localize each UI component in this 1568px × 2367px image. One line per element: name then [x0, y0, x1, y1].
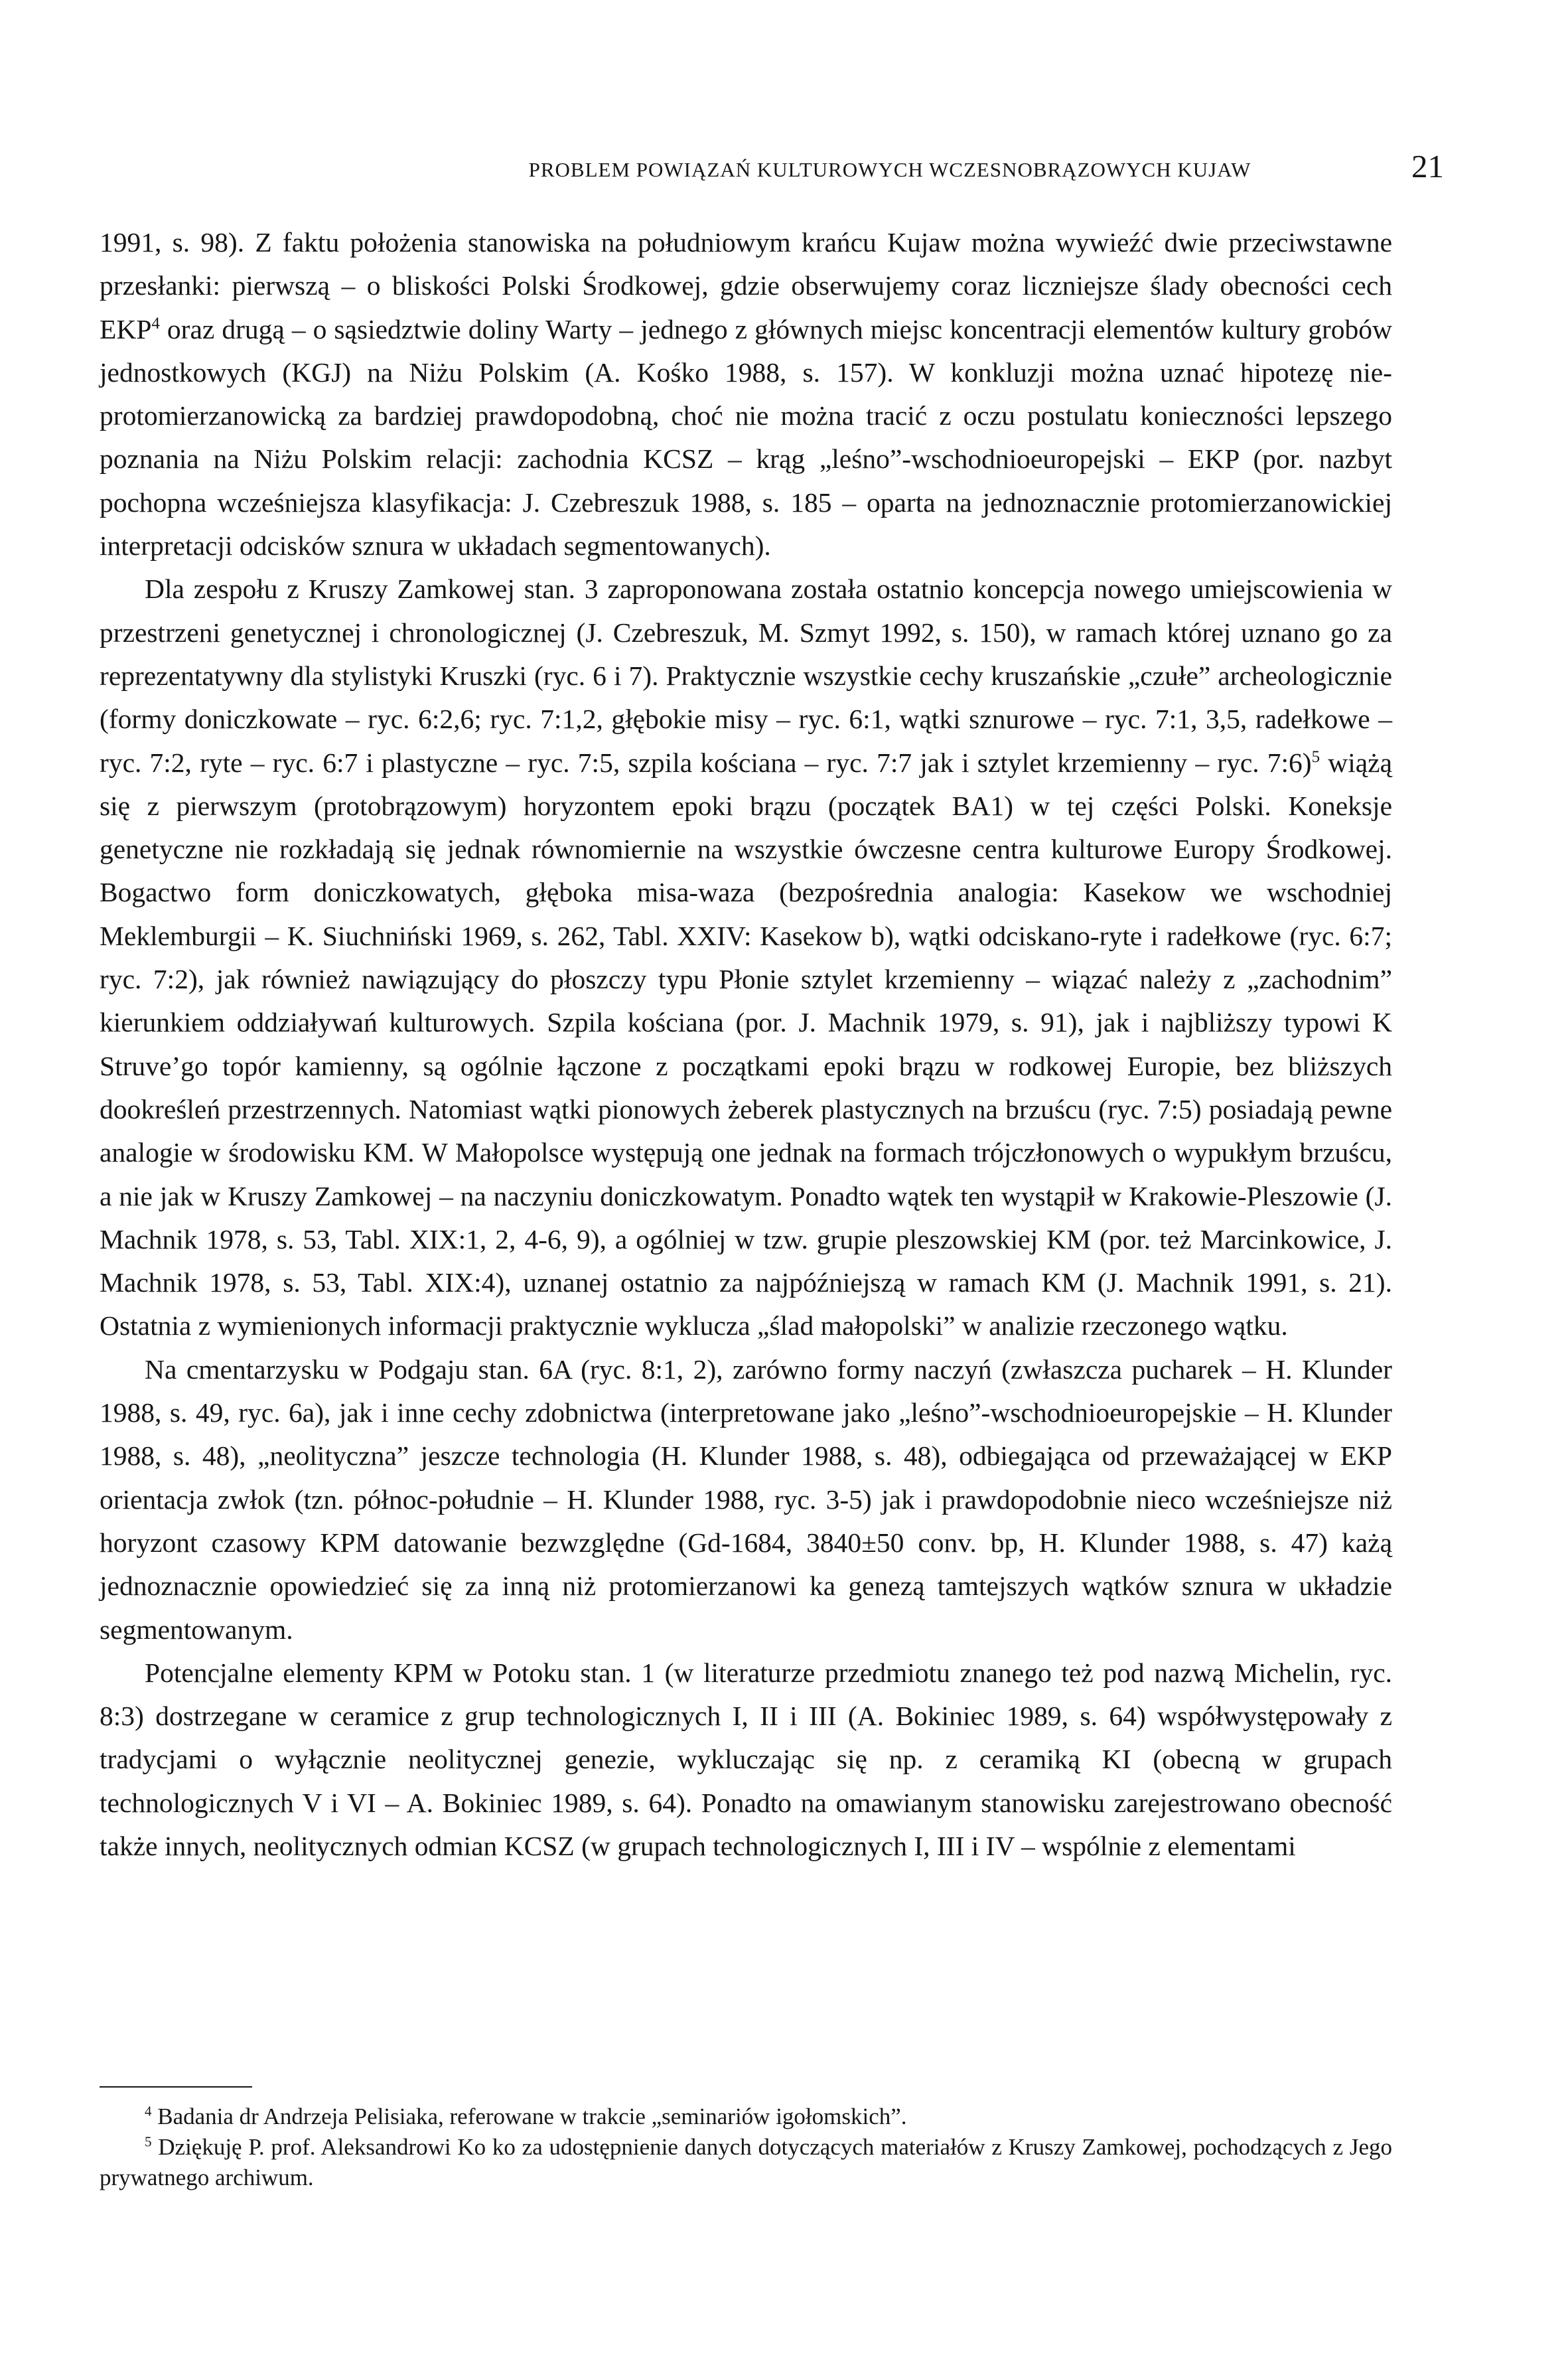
footnote-mark-5: 5 — [145, 2133, 152, 2150]
footnote-5 — [100, 2132, 1392, 2193]
footnote-mark-4: 4 — [145, 2103, 152, 2119]
paragraph-2-part-b: wiążą się z pierwszym (protobrązowym) horyzontem epoki brązu (początek BA1) w tej części Polski. Koneksje genetyczne nie rozkładają się jednak równomiernie na wszystkie ówczesne centra kulturowe Europy Środkowej. Bogactwo form doniczkowatych, głęboka misa-waza (bezpośrednia analogia: Kasekow we wschodniej Meklemburgii – K. Siuchniński 1969, s. 262, Tabl. XXIV: Kasekow b), wątki odciskano-ryte i radełkowe (ryc. 6:7; ryc. 7:2), jak również nawiązujący do płoszczy typu Płonie sztylet krzemienny – wiązać należy z „zachodnim” kierunkiem oddziaływań kulturowych. Szpila kościana (por. J. Machnik 1979, s. 91), jak i najbliższy typowi K Struve’go topór kamienny, są ogólnie łączone z początkami epoki brązu w rodkowej Europie, bez bliższych dookreśleń przestrzennych. Natomiast wątki pionowych żeberek plastycznych na brzuścu (ryc. 7:5) posiadają pewne analogie w środowisku KM. W Małopolsce występują one jednak na formach trójczłonowych o wypukłym brzuścu, a nie jak w Kruszy Zamkowej – na naczyniu doniczkowatym. Ponadto wątek ten wystąpił w Krakowie-Pleszowie (J. Machnik 1978, s. 53, Tabl. XIX:1, 2, 4-6, 9), a ogólniej w tzw. grupie pleszowskiej KM (por. też Marcinkowice, J. Machnik 1978, s. 53, Tabl. XIX:4), uznanej ostatnio za najpóźniejszą w ramach KM (J. Machnik 1991, s. 21). Ostatnia z wymienionych informacji praktycznie wyklucza „ślad małopolski” w analizie rzeczonego wątku. — [100, 747, 1392, 1341]
body-text — [100, 221, 1392, 1868]
footnote-4 — [100, 2101, 1392, 2132]
footnotes — [100, 2101, 1392, 2193]
footnote-text-4: Badania dr Andrzeja Pelisiaka, referowane w trakcie „seminariów igołomskich”. — [151, 2103, 907, 2129]
paragraph-3: Na cmentarzysku w Podgaju stan. 6A (ryc. 8:1, 2), zarówno formy naczyń (zwłaszcza pucharek – H. Klunder 1988, s. 49, ryc. 6a), jak i inne cechy zdobnictwa (interpretowane jako „leśno”-wschodnioeuropejskie – H. Klunder 1988, s. 48), „neolityczna” jeszcze technologia (H. Klunder 1988, s. 48), odbiegająca od przeważającej w EKP orientacja zwłok (tzn. północ-południe – H. Klunder 1988, ryc. 3-5) jak i prawdopodobnie nieco wcześniejsze niż horyzont czasowy KPM datowanie bezwzględne (Gd-1684, 3840±50 conv. bp, H. Klunder 1988, s. 47) każą jednoznacznie opowiedzieć się za inną niż protomierzanowi ka genezą tamtejszych wątków sznura w układzie segmentowanym. — [100, 1353, 1392, 1645]
paragraph-1-part-a: 1991, s. 98). Z faktu położenia stanowiska na południowym krańcu Kujaw można wywieźć dwie przeciwstawne przesłanki: pierwszą – o bliskości Polski Środkowej, gdzie obserwujemy coraz liczniejsze ślady obecności cech EKP — [100, 227, 1392, 344]
footnote-divider — [100, 2086, 252, 2088]
paragraph-4: Potencjalne elementy KPM w Potoku stan. 1 (w literaturze przedmiotu znanego też pod nazwą Michelin, ryc. 8:3) dostrzegane w ceramice z grup technologicznych I, II i III (A. Bokiniec 1989, s. 64) współwystępowały z tradycjami o wyłącznie neolitycznej genezie, wykluczając się np. z ceramiką KI (obecną w grupach technologicznych V i VI – A. Bokiniec 1989, s. 64). Ponadto na omawianym stanowisku zarejestrowano obecność także innych, neolitycznych odmian KCSZ (w grupach technologicznych I, III i IV – wspólnie z elementami — [100, 1657, 1392, 1861]
page-number: 21 — [1411, 148, 1444, 185]
paragraph-1-part-b: oraz drugą – o sąsiedztwie doliny Warty – jednego z głównych miejsc koncentracji elementów kultury grobów jednostkowych (KGJ) na Niżu Polskim (A. Kośko 1988, s. 157). W konkluzji można uznać hipotezę nie-protomierzanowicką za bardziej prawdopodobną, choć nie można tracić z oczu postulatu konieczności lepszego poznania na Niżu Polskim relacji: zachodnia KCSZ – krąg „leśno”-wschodnioeuropejski – EKP (por. nazbyt pochopna wcześniejsza klasyfikacja: J. Czebreszuk 1988, s. 185 – oparta na jednoznacznie protomierzanowickiej interpretacji odcisków sznura w układach segmentowanych). — [100, 313, 1392, 562]
paragraph-1 — [100, 221, 1392, 568]
footnote-ref-5: 5 — [1311, 747, 1320, 766]
paragraph-2 — [100, 568, 1392, 1347]
footnote-ref-4: 4 — [151, 314, 160, 333]
paragraph-2-part-a: Dla zespołu z Kruszy Zamkowej stan. 3 zaproponowana została ostatnio koncepcja nowego umiejscowienia w przestrzeni genetycznej i chronologicznej (J. Czebreszuk, M. Szmyt 1992, s. 150), w ramach której uznano go za reprezentatywny dla stylistyki Kruszki (ryc. 6 i 7). Praktycznie wszystkie cechy kruszańskie „czułe” archeologicznie (formy doniczkowate – ryc. 6:2,6; ryc. 7:1,2, głębokie misy – ryc. 6:1, wątki sznurowe – ryc. 7:1, 3,5, radełkowe – ryc. 7:2, ryte – ryc. 6:7 i plastyczne – ryc. 7:5, szpila kościana – ryc. 7:7 jak i sztylet krzemienny – ryc. 7:6) — [100, 573, 1392, 778]
footnote-text-5: Dziękuję P. prof. Aleksandrowi Ko ko za udostępnienie danych dotyczących materiałów z Kruszy Zamkowej, pochodzących z Jego prywatnego archiwum. — [100, 2134, 1392, 2190]
running-title: PROBLEM POWIĄZAŃ KULTUROWYCH WCZESNOBRĄZOWYCH KUJAW — [528, 158, 1251, 181]
